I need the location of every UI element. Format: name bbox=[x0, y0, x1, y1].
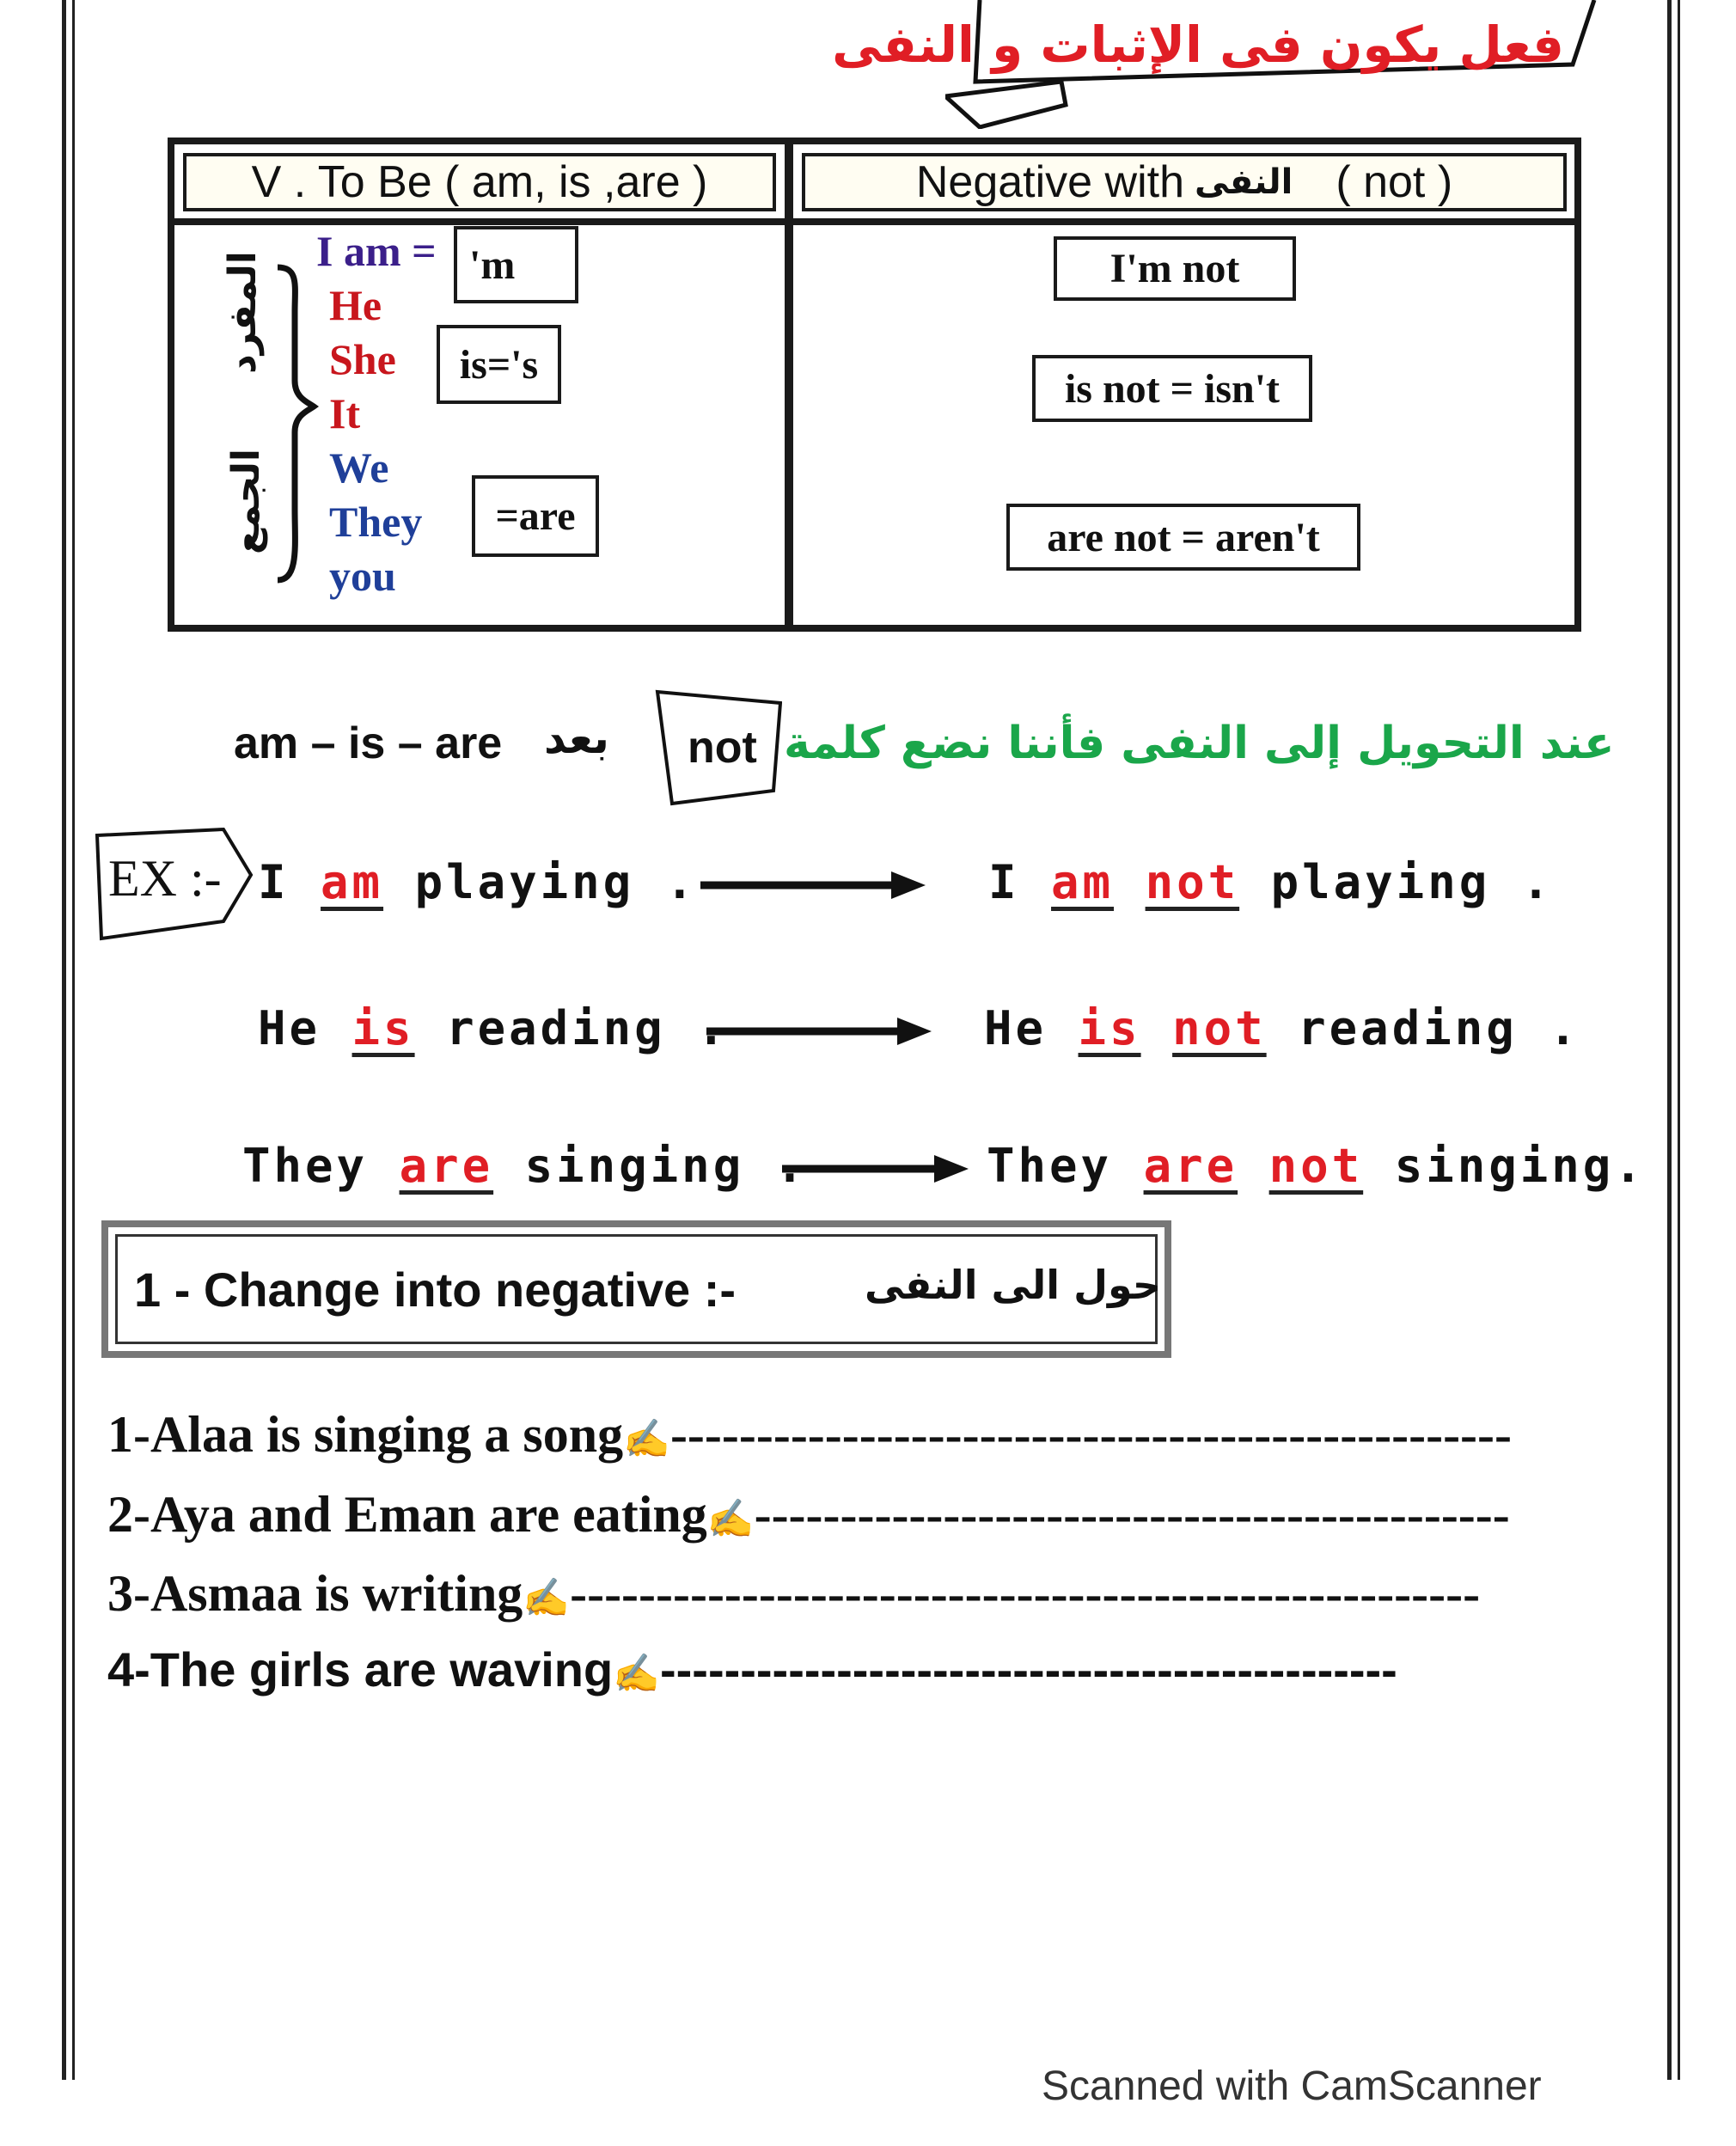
question-1-text: 1-Alaa is singing a song bbox=[107, 1406, 624, 1463]
question-4-answer-line[interactable]: ---------------------------------------------- bbox=[660, 1642, 1397, 1697]
title-banner bbox=[832, 0, 1598, 107]
left-page-border-inner bbox=[72, 0, 75, 2080]
question-4-text: 4-The girls are waving bbox=[107, 1642, 614, 1697]
singular-label: المفرد bbox=[220, 251, 265, 374]
example-label: EX :- bbox=[108, 850, 222, 907]
arrow-right-icon bbox=[782, 1152, 971, 1186]
rule-not-word: not bbox=[688, 723, 757, 773]
question-4 bbox=[107, 1642, 1397, 1697]
pen-icon: ✍ bbox=[706, 1498, 755, 1540]
example-3-neg-not: not bbox=[1268, 1139, 1364, 1193]
example-2-affirmative: He is reading . bbox=[258, 1001, 729, 1055]
pronoun-they: They bbox=[329, 498, 423, 546]
pronoun-she: She bbox=[329, 335, 396, 383]
header-right-arabic: النفى bbox=[1195, 162, 1293, 202]
question-2-answer-line[interactable]: -------------------------------------------- bbox=[754, 1486, 1510, 1543]
pen-icon: ✍ bbox=[523, 1577, 571, 1619]
example-1-verb: am bbox=[321, 855, 384, 909]
example-2-neg-not: not bbox=[1172, 1001, 1267, 1055]
example-1-negative: I am not playing . bbox=[988, 855, 1554, 909]
scanner-watermark: Scanned with CamScanner bbox=[1042, 2063, 1542, 2109]
table-row-divider bbox=[174, 218, 1575, 225]
right-page-border-inner bbox=[1678, 0, 1680, 2080]
question-3-answer-line[interactable]: ----------------------------------------------------- bbox=[570, 1565, 1481, 1622]
question-1-answer-line[interactable]: ------------------------------------------------- bbox=[669, 1406, 1512, 1463]
rule-arabic-text: عند التحويل إلى النفى فأننا نضع كلمة bbox=[784, 718, 1615, 769]
plural-label: الجمع bbox=[223, 449, 268, 554]
contraction-are-box: =are bbox=[472, 475, 599, 557]
arrow-right-icon bbox=[706, 1014, 934, 1049]
example-3-neg-verb: are bbox=[1143, 1139, 1238, 1193]
arrow-right-icon bbox=[700, 868, 928, 902]
table-column-divider bbox=[785, 144, 793, 626]
contraction-is-box: is='s bbox=[437, 325, 561, 404]
negative-are-not-box: are not = aren't bbox=[1006, 504, 1360, 571]
example-3-negative: They are not singing. bbox=[987, 1139, 1646, 1193]
pen-icon: ✍ bbox=[613, 1653, 660, 1695]
example-2-neg-verb: is bbox=[1078, 1001, 1141, 1055]
table-header-right bbox=[802, 153, 1567, 211]
rule-verbs: am – is – are bbox=[234, 718, 503, 768]
exercise-header-box bbox=[101, 1220, 1171, 1358]
exercise-title: 1 - Change into negative :- bbox=[134, 1263, 737, 1317]
example-3-affirmative: They are singing . bbox=[242, 1139, 808, 1193]
question-3 bbox=[107, 1564, 1480, 1623]
pen-icon: ✍ bbox=[623, 1418, 670, 1460]
pronoun-he: He bbox=[329, 281, 382, 329]
example-1-affirmative: I am playing . bbox=[258, 855, 698, 909]
negative-im-not-box: I'm not bbox=[1054, 236, 1296, 301]
header-left-text: V . To Be ( am, is ,are ) bbox=[251, 157, 708, 207]
brace-icon bbox=[269, 260, 321, 587]
rule-after-arabic: بعد bbox=[544, 713, 609, 763]
right-page-border bbox=[1667, 0, 1672, 2080]
pronoun-i-am: I am = bbox=[316, 227, 437, 275]
example-1-neg-not: not bbox=[1145, 855, 1240, 909]
example-1-neg-verb: am bbox=[1051, 855, 1115, 909]
question-3-text: 3-Asmaa is writing bbox=[107, 1565, 523, 1622]
header-right-suffix: ( not ) bbox=[1336, 157, 1453, 207]
page-title: فعل يكون فى الإثبات و النفى bbox=[832, 15, 1564, 74]
example-3-verb: are bbox=[399, 1139, 494, 1193]
pronoun-you: you bbox=[329, 552, 396, 600]
pronoun-we: We bbox=[329, 443, 389, 492]
negative-is-not-box: is not = isn't bbox=[1032, 355, 1312, 422]
header-right-prefix: Negative with bbox=[915, 157, 1184, 207]
example-2-negative: He is not reading . bbox=[984, 1001, 1580, 1055]
exercise-title-arabic: حول الى النفى bbox=[865, 1262, 1161, 1308]
pronoun-it: It bbox=[329, 389, 361, 437]
contraction-am-box: 'm bbox=[454, 226, 578, 303]
question-2 bbox=[107, 1485, 1510, 1544]
grammar-table bbox=[168, 138, 1581, 632]
left-page-border bbox=[62, 0, 66, 2080]
question-1 bbox=[107, 1405, 1512, 1464]
example-2-verb: is bbox=[351, 1001, 415, 1055]
question-2-text: 2-Aya and Eman are eating bbox=[107, 1486, 707, 1543]
table-header-left bbox=[183, 153, 776, 211]
